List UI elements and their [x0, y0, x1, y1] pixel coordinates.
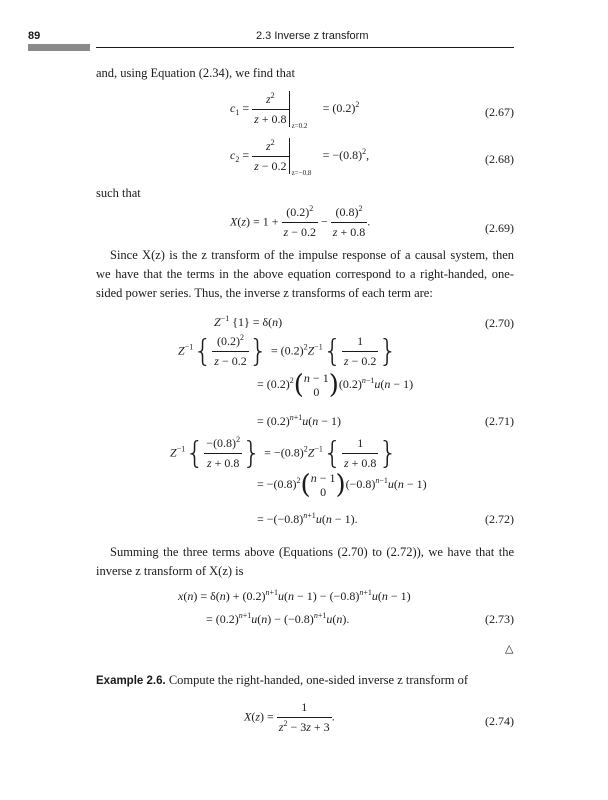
end-of-example-mark: △ [505, 642, 514, 655]
paragraph-causal: Since X(z) is the z transform of the impulse response of a causal system, then we have that the terms in the above equation correspond to a right-handed, one-sided power series. Thus, the inverse z transforms of each term are: [96, 248, 514, 300]
eq-number-2-70: (2.70) [485, 316, 514, 330]
header-rule [96, 47, 514, 48]
equation-2-68: $c_2$ = $\frac{z^2}{z - 0.2}$ z=−0.8 = $-(0.8)^2$, [230, 137, 370, 177]
equation-2-73-line2: = $(0.2)^{n+1}u(n) - (-0.8)^{n+1}u(n)$. [206, 611, 350, 626]
eq-number-2-71: (2.71) [485, 414, 514, 428]
equation-2-73-line1: $x(n) = \delta(n) + (0.2)^{n+1}u(n - 1) - (-0.8)^{n+1}u(n - 1)$ [178, 588, 411, 603]
inverse-term-3: $Z^{-1}${ $\frac{-(0.8)^2}{z + 0.8}$ } = $-(0.8)^2Z^{-1}${ $\frac{1}{z + 0.8}$ } [170, 435, 398, 471]
inverse-term-2: $Z^{-1}${ $\frac{(0.2)^2}{z - 0.2}$ } = $(0.2)^2Z^{-1}${ $\frac{1}{z - 0.2}$ } [178, 333, 398, 369]
eq-number-2-72: (2.72) [485, 512, 514, 526]
paragraph-summing: Summing the three terms above (Equations (2.70) to (2.72)), we have that the inverse z transform of X(z) is [96, 545, 514, 578]
equation-2-72: = $-(-0.8)^{n+1}u(n - 1)$. [257, 511, 358, 526]
equation-2-71: = $(0.2)^{n+1}u(n - 1)$ [257, 413, 342, 428]
eq-number-2-67: (2.67) [485, 105, 514, 119]
equation-2-74: X(z) = $\frac{1}{z^2 - 3z + 3}$ . [244, 700, 335, 734]
example-2-6 [96, 671, 468, 691]
eq-number-2-69: (2.69) [485, 221, 514, 235]
such-that-text: such that [96, 186, 141, 200]
equation-2-69: X(z) = 1 + $\frac{(0.2)^2}{z - 0.2}$ − $\frac{(0.8)^2}{z + 0.8}$ . [230, 204, 371, 239]
eq-number-2-74: (2.74) [485, 714, 514, 728]
example-label: Example 2.6. [96, 675, 166, 687]
eq-number-2-73: (2.73) [485, 612, 514, 626]
example-text: Compute the right-handed, one-sided inverse z transform of [168, 673, 469, 687]
running-header: 2.3 Inverse z transform [256, 30, 369, 42]
inverse-term-3-binom: = $-(0.8)^2$( n − 1 0 )$(-0.8)^{n-1}u(n - 1)$ [257, 470, 427, 500]
page-number: 89 [28, 30, 41, 42]
equation-2-70: $Z^{-1}$ {1} = δ(n) [214, 314, 283, 329]
eq-number-2-68: (2.68) [485, 152, 514, 166]
equation-2-67: $c_1$ = $\frac{z^2}{z + 0.8}$ z=0.2 = $(0.2)^2$ [230, 90, 360, 130]
header-thumb-bar [28, 44, 90, 51]
intro-text: and, using Equation (2.34), we find that [96, 66, 295, 80]
inverse-term-2-binom: = $(0.2)^2$( n − 1 0 )$(0.2)^{n-1}u(n - 1)$ [257, 370, 414, 400]
